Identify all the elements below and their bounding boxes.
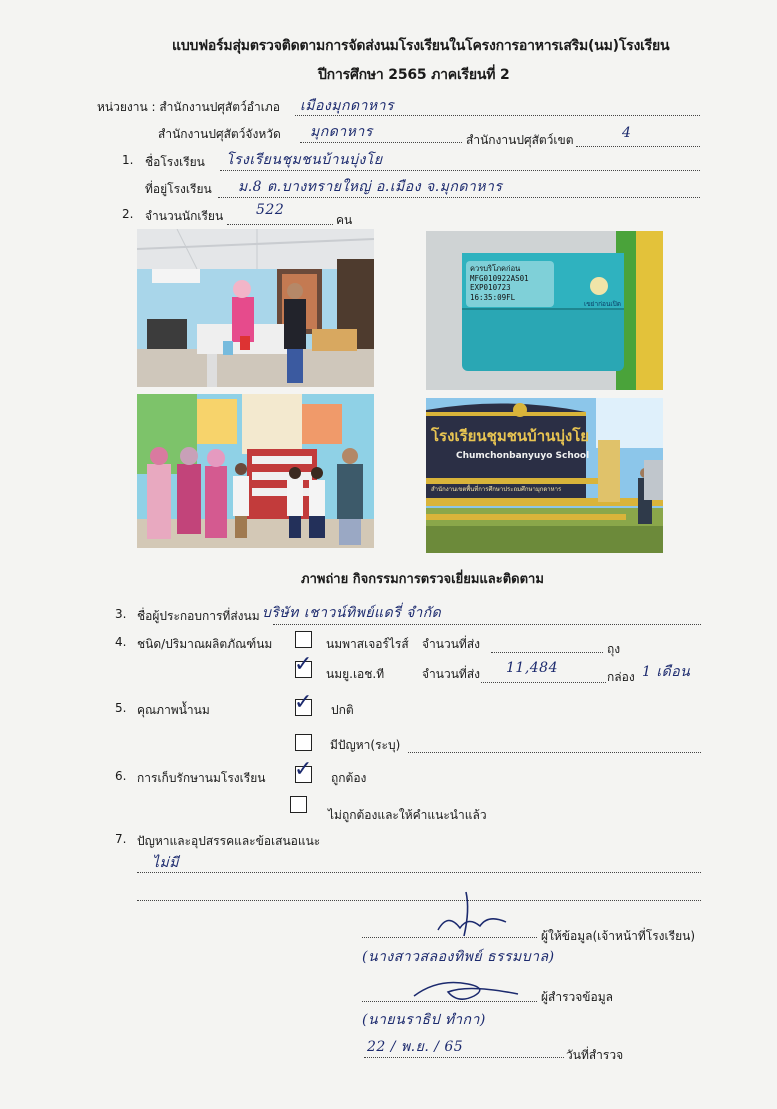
milk-box-image	[426, 231, 663, 390]
section7-label: ปัญหาและอุปสรรคและข้อเสนอแนะ	[137, 834, 321, 848]
section3-line	[273, 624, 701, 625]
storage-incorrect-label: ไม่ถูกต้องและให้คำแนะนำแล้ว	[328, 808, 487, 822]
survey-date-value: 22 / พ.ย. / 65	[367, 1039, 464, 1055]
milk-box-note: เขย่าก่อนเปิด	[584, 300, 621, 308]
pasteurized-unit: ถุง	[607, 642, 621, 656]
informant-name: (นางสาวสลองทิพย์ ธรรมบาล)	[362, 949, 555, 965]
school-num: 1.	[122, 153, 134, 167]
district-label: หน่วยงาน : สำนักงานปศุสัตว์อำเภอ	[97, 100, 280, 114]
photo-school-sign	[426, 398, 663, 553]
photo-office-inspection	[137, 229, 374, 387]
pasteurized-checkbox[interactable]	[295, 631, 312, 648]
students-line	[227, 224, 333, 225]
school-value: โรงเรียนชุมชนบ้านบุ่งโย	[226, 152, 383, 168]
section6-num: 6.	[115, 769, 127, 783]
surveyor-name: (นายนราธิป ทำกา)	[362, 1012, 486, 1028]
section6-label: การเก็บรักษานมโรงเรียน	[137, 771, 266, 785]
uht-qty-line	[481, 682, 606, 683]
form-title: แบบฟอร์มสุ่มตรวจติดตามการจัดส่งนมโรงเรียนในโครงการอาหารเสริม(นม)โรงเรียน	[172, 38, 670, 54]
address-value: ม.8 ต.บางทรายใหญ่ อ.เมือง จ.มุกดาหาร	[238, 179, 503, 195]
school-label: ชื่อโรงเรียน	[145, 155, 205, 169]
school-sign-subtitle: สำนักงานเขตพื้นที่การศึกษาประถมศึกษามุกดาหาร	[431, 486, 562, 493]
school-sign-scene	[426, 398, 663, 553]
section4-label: ชนิด/ปริมาณผลิตภัณฑ์นม	[137, 637, 273, 651]
storage-correct-label: ถูกต้อง	[331, 771, 367, 785]
quality-normal-checkmark-icon: ✓	[294, 690, 313, 715]
students-label: จำนวนนักเรียน	[145, 209, 224, 223]
storage-correct-checkmark-icon: ✓	[294, 757, 313, 782]
milk-box-print	[470, 264, 529, 302]
photo-students-milk	[137, 394, 374, 548]
section4-num: 4.	[115, 635, 127, 649]
informant-signature-mark	[428, 890, 518, 940]
uht-qty-label: จำนวนที่ส่ง	[422, 667, 481, 681]
milk-box-line: EXP010723	[470, 283, 511, 292]
uht-qty-value: 11,484	[506, 660, 558, 676]
uht-unit: กล่อง	[607, 670, 635, 684]
section5-label: คุณภาพน้ำนม	[137, 703, 210, 717]
district-value: เมืองมุกดาหาร	[300, 98, 395, 114]
students-unit: คน	[336, 213, 353, 227]
storage-incorrect-checkbox[interactable]	[290, 796, 307, 813]
uht-period: 1 เดือน	[642, 664, 691, 680]
surveyor-signature-mark	[408, 974, 528, 1006]
section5-num: 5.	[115, 701, 127, 715]
pasteurized-qty-line	[491, 652, 603, 653]
region-value: 4	[622, 125, 632, 141]
milk-box-line: MFG010922AS01	[470, 273, 529, 283]
section7-line-2	[137, 900, 701, 901]
uht-label: นมยู.เอช.ที	[326, 667, 385, 681]
uht-checkmark-icon: ✓	[294, 652, 313, 677]
section7-line-1	[137, 872, 701, 873]
school-sign-thai: โรงเรียนชุมชนบ้านบุ่งโย	[431, 427, 590, 445]
section7-value: ไม่มี	[152, 855, 179, 871]
photos-caption: ภาพถ่าย กิจกรรมการตรวจเยี่ยมและติดตาม	[301, 572, 544, 587]
region-label: สำนักงานปศุสัตว์เขต	[466, 133, 574, 147]
quality-normal-label: ปกติ	[331, 703, 354, 717]
address-label: ที่อยู่โรงเรียน	[145, 182, 212, 196]
office-scene	[137, 229, 374, 387]
surveyor-role: ผู้สำรวจข้อมูล	[541, 990, 613, 1004]
students-value: 522	[256, 202, 285, 218]
region-line	[576, 146, 700, 147]
province-value: มุกดาหาร	[310, 124, 373, 140]
section7-num: 7.	[115, 832, 127, 846]
milk-box-line: ควรบริโภคก่อน	[470, 264, 521, 273]
province-label: สำนักงานปศุสัตว์จังหวัด	[158, 127, 281, 141]
informant-role: ผู้ให้ข้อมูล(เจ้าหน้าที่โรงเรียน)	[541, 929, 696, 943]
pasteurized-qty-label: จำนวนที่ส่ง	[422, 637, 481, 651]
section3-num: 3.	[115, 607, 127, 621]
quality-problem-label: มีปัญหา(ระบุ)	[330, 738, 401, 752]
pasteurized-label: นมพาสเจอร์ไรส์	[326, 637, 409, 651]
students-num: 2.	[122, 207, 134, 221]
students-scene	[137, 394, 374, 548]
school-sign-english: Chumchonbanyuyo School	[456, 451, 590, 461]
section3-value: บริษัท เชาวน์ทิพย์แดรี่ จำกัด	[262, 605, 442, 621]
milk-box-line: 16:35:09FL	[470, 292, 516, 302]
section3-label: ชื่อผู้ประกอบการที่ส่งนม	[137, 609, 260, 623]
survey-date-label: วันที่สำรวจ	[566, 1048, 624, 1062]
quality-problem-checkbox[interactable]	[295, 734, 312, 751]
form-subtitle: ปีการศึกษา 2565 ภาคเรียนที่ 2	[318, 67, 510, 83]
photo-milk-box-label	[426, 231, 663, 390]
quality-problem-line	[408, 752, 701, 753]
